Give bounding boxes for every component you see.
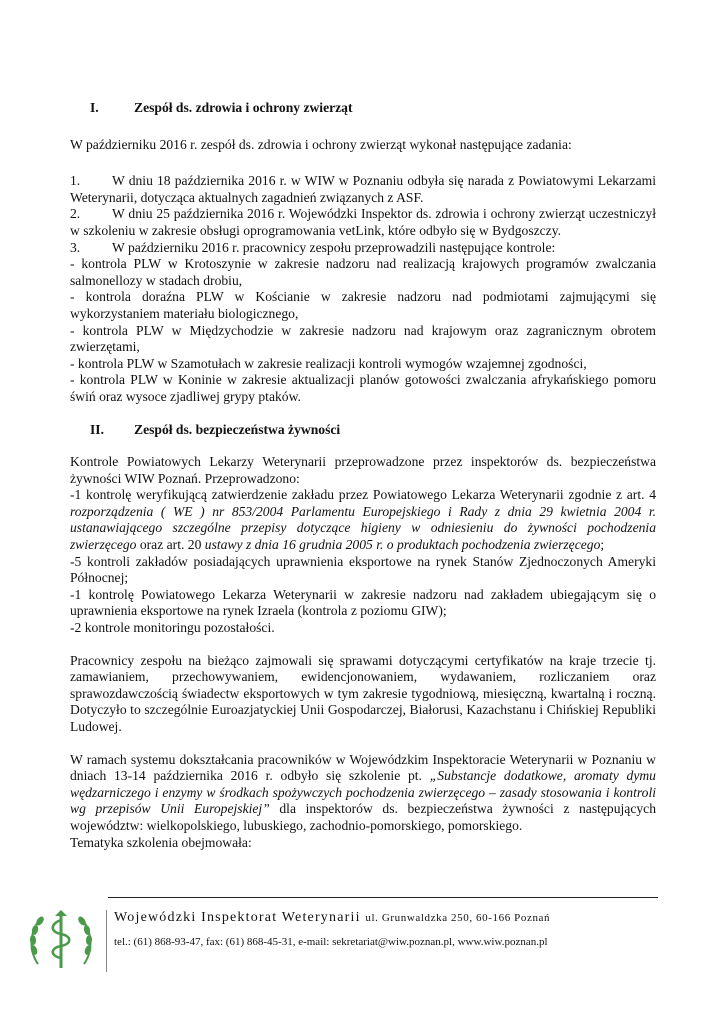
training-paragraph: W ramach systemu dokształcania pracowników w Wojewódzkim Inspektoracie Weterynarii w Poznaniu w dniach 13-14 października 2016 r. odbyło się szkolenie pt. „Substancje dodatkowe, aromaty dymu wędzarniczego i enzymy w środkach spożywczych pochodzenia zwierzęcego – zasady stosowania i kontroli wg przepisów Unii Europejskiej” dla inspektorów ds. bezpieczeństwa żywności z następujących województw: wielkopolskiego, lubuskiego, zachodnio-pomorskiego, pomorskiego. xyxy=(70,751,656,833)
control-item: - kontrola PLW w Szamotułach w zakresie realizacji kontroli wymogów wzajemnej zgodności, xyxy=(70,355,587,371)
institution-name: Wojewódzki Inspektorat Weterynarii xyxy=(114,910,361,925)
inspection-line-4: -2 kontrole monitoringu pozostałości. xyxy=(70,620,275,636)
institution-address: ul. Grunwaldzka 250, 60-166 Poznań xyxy=(365,912,551,924)
section-1-intro: W październiku 2016 r. zespół ds. zdrowia i ochrony zwierząt wykonał następujące zadania: xyxy=(70,136,572,152)
section-2-heading xyxy=(90,422,656,439)
footer-contact: tel.: (61) 868-93-47, fax: (61) 868-45-31, e-mail: sekretariat@wiw.poznan.pl, www.wiw.poznan.pl xyxy=(114,936,548,948)
section-2-number: II. xyxy=(90,421,104,437)
numbered-item-1: 1. W dniu 18 października 2016 r. w WIW w Poznaniu odbyła się narada z Powiatowymi Lekarzami Weterynarii, dotycząca aktualnych zagadnień związanych z ASF. xyxy=(70,173,656,205)
section-1-number: I. xyxy=(90,100,99,115)
footer-separator xyxy=(106,910,107,972)
training-topics-label: Tematyka szkolenia obejmowała: xyxy=(70,834,252,850)
footer-divider xyxy=(108,897,658,898)
inspection-line-1: -1 kontrolę weryfikującą zatwierdzenie zakładu przez Powiatowego Lekarza Weterynarii zgodnie z art. 4 rozporządzenia ( WE ) nr 853/2004 Parlamentu Europejskiego i Rady z dnia 29 kwietnia 2004 r. ustanawiającego szczególne przepisy dotyczące higieny w odniesieniu do żywności pochodzenia zwierzęcego oraz art. 20 ustawy z dnia 16 grudnia 2005 r. o produktach pochodzenia zwierzęcego; xyxy=(70,487,656,553)
control-item: - kontrola PLW w Koninie w zakresie aktualizacji planów gotowości zwalczania afrykańskiego pomoru świń oraz wysoce zjadliwej grypy ptaków. xyxy=(70,372,656,404)
inspection-line-3: -1 kontrolę Powiatowego Lekarza Weterynarii w zakresie nadzoru nad zakładem ubiegającym się o uprawnienia eksportowe na rynek Izraela (kontrola z poziomu GIW); xyxy=(70,586,656,619)
numbered-item-2: 2. W dniu 25 października 2016 r. Wojewódzki Inspektor ds. zdrowia i ochrony zwierząt uczestniczył w szkoleniu w zakresie obsługi oprogramowania vetLink, które odbyło się w Bydgoszczy. xyxy=(70,206,656,238)
veterinary-logo-icon xyxy=(26,906,96,976)
footer-institution xyxy=(114,910,550,926)
section-1-title: Zespół ds. zdrowia i ochrony zwierząt xyxy=(134,100,353,115)
control-item: - kontrola doraźna PLW w Kościanie w zakresie nadzoru nad podmiotami zajmującymi się wykorzystaniem materiału biologicznego, xyxy=(70,289,656,321)
control-item: - kontrola PLW w Międzychodzie w zakresie nadzoru nad krajowym oraz zagranicznym obrotem zwierzętami, xyxy=(70,322,656,355)
section-1-heading xyxy=(90,100,656,117)
control-item: - kontrola PLW w Krotoszynie w zakresie nadzoru nad realizacją krajowych programów zwalczania salmonellozy w stadach drobiu, xyxy=(70,256,656,288)
certificates-paragraph: Pracownicy zespołu na bieżąco zajmowali się sprawami dotyczącymi certyfikatów na kraje trzecie tj. zamawianiem, przechowywaniem, ewidencjonowaniem, wydawaniem, rozliczaniem oraz sprawozdawczością świadectw eksportowych w tym zakresie tygodniową, miesięczną, kwartalną i roczną. Dotyczyło to szczególnie Euroazjatyckiej Unii Gospodarczej, Białorusi, Kazachstanu i Chińskiej Republiki Ludowej. xyxy=(70,652,656,734)
numbered-item-3: 3. W październiku 2016 r. pracownicy zespołu przeprowadzili następujące kontrole: xyxy=(70,239,556,255)
section-2-intro: Kontrole Powiatowych Lekarzy Weterynarii przeprowadzone przez inspektorów ds. bezpieczeństwa żywności WIW Poznań. Przeprowadzono: xyxy=(70,454,656,486)
document-body xyxy=(70,100,656,851)
section-2-title: Zespół ds. bezpieczeństwa żywności xyxy=(134,421,341,437)
inspection-line-2: -5 kontroli zakładów posiadających uprawnienia eksportowe na rynek Stanów Zjednoczonych Ameryki Północnej; xyxy=(70,553,656,586)
